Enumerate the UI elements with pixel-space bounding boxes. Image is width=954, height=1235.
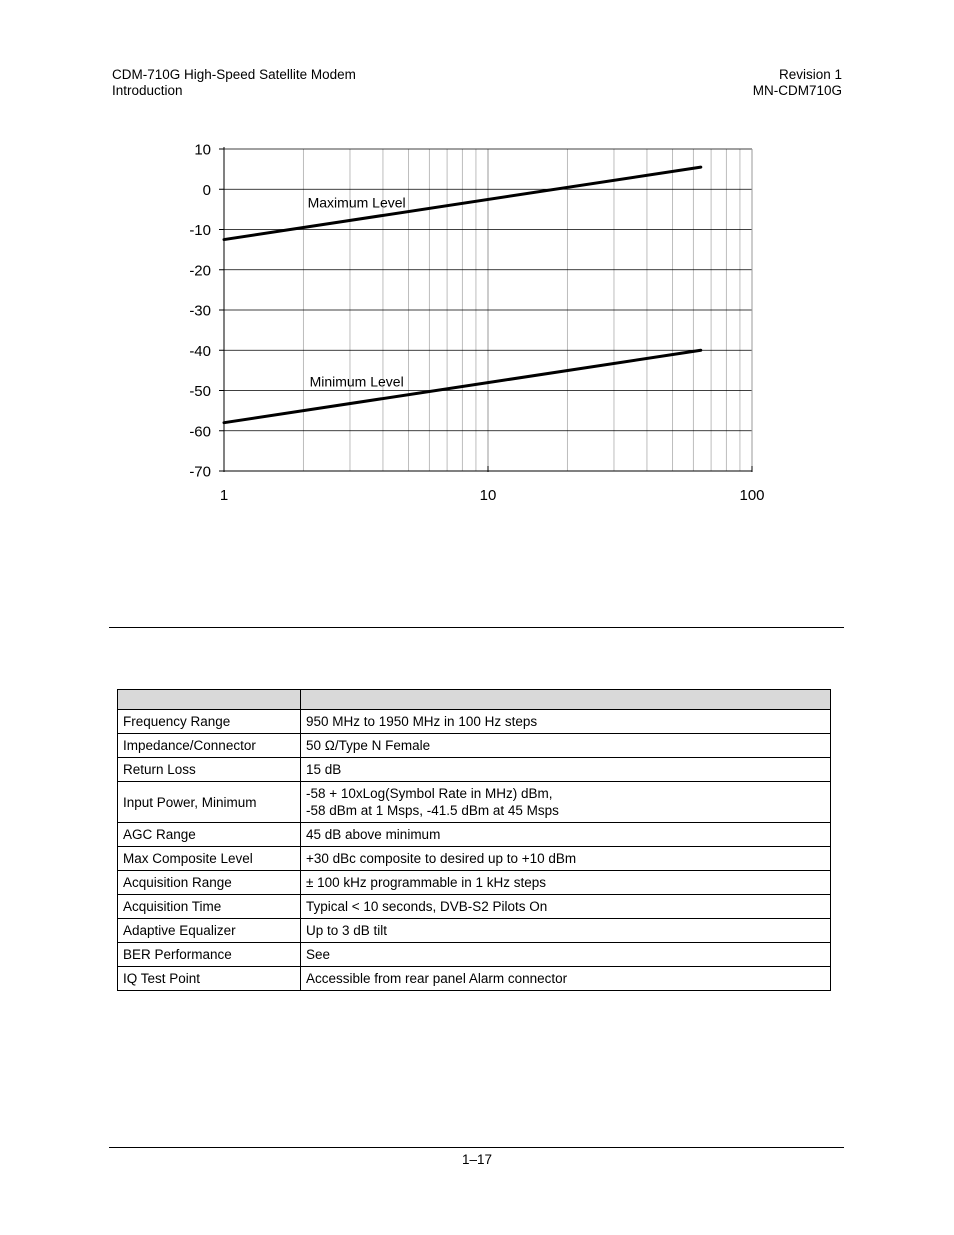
param-cell: Impedance/Connector xyxy=(118,734,301,758)
series-label: Maximum Level xyxy=(307,194,406,211)
value-cell: Accessible from rear panel Alarm connector xyxy=(301,967,831,991)
table-row xyxy=(118,758,831,782)
table-row xyxy=(118,871,831,895)
value-cell: 950 MHz to 1950 MHz in 100 Hz steps xyxy=(301,710,831,734)
value-cell: 15 dB xyxy=(301,758,831,782)
x-tick-label: 1 xyxy=(219,487,229,504)
y-tick-label: -60 xyxy=(189,423,211,441)
y-tick-label: -40 xyxy=(189,342,211,360)
value-cell: Up to 3 dB tilt xyxy=(301,919,831,943)
table-row xyxy=(118,782,831,823)
y-tick-label: 10 xyxy=(194,141,211,159)
page-header-right xyxy=(753,67,842,99)
table-row xyxy=(118,710,831,734)
value-cell: -58 + 10xLog(Symbol Rate in MHz) dBm, -58 dBm at 1 Msps, -41.5 dBm at 45 Msps xyxy=(301,782,831,823)
param-cell: Acquisition Range xyxy=(118,871,301,895)
y-tick-label: -30 xyxy=(189,302,211,320)
param-cell: Input Power, Minimum xyxy=(118,782,301,823)
table-header-cell xyxy=(301,690,831,710)
power-level-chart xyxy=(170,132,790,512)
param-cell: Return Loss xyxy=(118,758,301,782)
value-cell: See xyxy=(301,943,831,967)
value-cell: Typical < 10 seconds, DVB-S2 Pilots On xyxy=(301,895,831,919)
table-header-cell xyxy=(118,690,301,710)
table-row xyxy=(118,823,831,847)
param-cell: IQ Test Point xyxy=(118,967,301,991)
table-row xyxy=(118,895,831,919)
x-tick-label: 10 xyxy=(479,487,497,504)
table-row xyxy=(118,943,831,967)
section-divider xyxy=(109,627,844,628)
header-doc-number: MN-CDM710G xyxy=(752,83,842,98)
param-cell: Acquisition Time xyxy=(118,895,301,919)
table-row xyxy=(118,967,831,991)
table-row xyxy=(118,734,831,758)
header-revision: Revision 1 xyxy=(778,67,842,82)
page-header-left xyxy=(112,67,356,99)
table-header-row xyxy=(118,690,831,710)
table-row xyxy=(118,847,831,871)
footer-divider xyxy=(109,1147,844,1148)
y-tick-label: -50 xyxy=(189,383,211,400)
header-doc-title: CDM-710G High-Speed Satellite Modem xyxy=(112,67,356,82)
y-tick-label: -20 xyxy=(189,262,211,280)
param-cell: BER Performance xyxy=(118,943,301,967)
param-cell: AGC Range xyxy=(118,823,301,847)
y-tick-label: -10 xyxy=(189,222,211,239)
page-number: 1–17 xyxy=(461,1152,493,1167)
param-cell: Frequency Range xyxy=(118,710,301,734)
series-label: Minimum Level xyxy=(309,373,404,390)
value-cell: ± 100 kHz programmable in 1 kHz steps xyxy=(301,871,831,895)
param-cell: Adaptive Equalizer xyxy=(118,919,301,943)
value-cell: 45 dB above minimum xyxy=(301,823,831,847)
value-cell: +30 dBc composite to desired up to +10 dBm xyxy=(301,847,831,871)
table-row xyxy=(118,919,831,943)
value-cell: 50 Ω/Type N Female xyxy=(301,734,831,758)
x-tick-label: 100 xyxy=(739,487,765,504)
param-cell: Max Composite Level xyxy=(118,847,301,871)
y-tick-label: 0 xyxy=(202,181,211,199)
spec-table xyxy=(117,689,831,991)
y-tick-label: -70 xyxy=(189,463,211,481)
header-section: Introduction xyxy=(112,83,183,98)
